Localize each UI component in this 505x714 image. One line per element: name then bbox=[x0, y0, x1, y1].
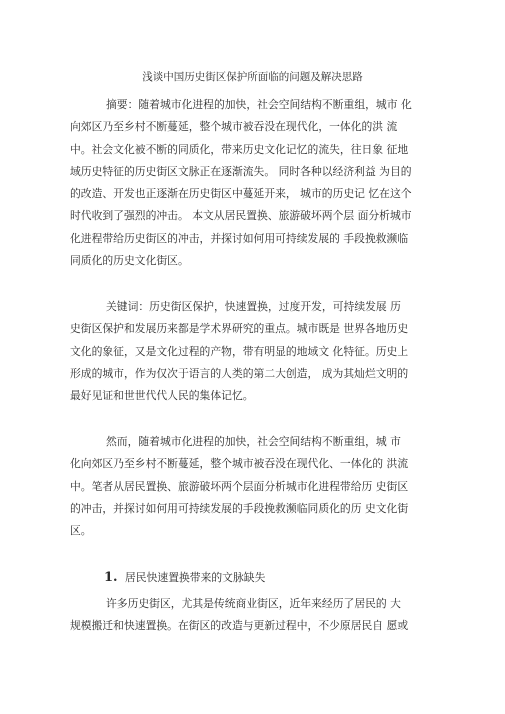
keywords-paragraph bbox=[70, 296, 440, 407]
abstract-line: 摘要：随着城市化进程的加快，社会空间结构不断重组，城市 化 bbox=[106, 98, 412, 111]
section-title: 居民快速置换带来的文脉缺失 bbox=[125, 571, 266, 584]
body-paragraph bbox=[70, 593, 440, 638]
abstract-paragraph bbox=[70, 94, 440, 272]
body-line: 中。笔者从居民置换、旅游破坏两个层面分析城市化进程带给历 史街区 bbox=[70, 479, 409, 493]
body-line: 化向郊区乃至乡村不断蔓延，整个城市被吞没在现代化、一体化的 洪流 bbox=[70, 457, 409, 471]
abstract-line: 域历史特征的历史街区文脉正在逐渐流失。 同时各种以经济利益 为目的 bbox=[70, 164, 412, 178]
keywords-line: 形成的城市，作为仅次于语言的人类的第二大创造， 成为其灿烂文明的 bbox=[70, 366, 409, 380]
section-heading bbox=[104, 568, 265, 588]
body-line: 的冲击，并探讨如何用可持续发展的手段挽救濒临同质化的历 史文化街 bbox=[70, 501, 409, 515]
keywords-line: 文化的象征，又是文化过程的产物，带有明显的地域文 化特征。历史上 bbox=[70, 344, 409, 358]
section-number: 1. bbox=[104, 570, 118, 585]
body-line: 规模搬迁和快速置换。在街区的改造与更新过程中，不少原居民自 愿或 bbox=[70, 619, 409, 633]
abstract-line: 的改造、开发也正逐渐在历史街区中蔓延开来， 城市的历史记 忆在这个 bbox=[70, 187, 412, 201]
abstract-line: 化进程带给历史街区的冲击，并探讨如何用可持续发展的 手段挽救濒临 bbox=[70, 231, 409, 245]
body-line: 然而，随着城市化进程的加快，社会空间结构不断重组，城 市 bbox=[106, 435, 401, 448]
body-line: 许多历史街区，尤其是传统商业街区，近年来经历了居民的 大 bbox=[106, 597, 401, 610]
document-title: 浅谈中国历史街区保护所面临的问题及解决思路 bbox=[142, 71, 363, 83]
abstract-line: 同质化的历史文化街区。 bbox=[70, 254, 189, 268]
body-paragraph bbox=[70, 431, 440, 542]
body-line: 区。 bbox=[70, 524, 92, 538]
abstract-line: 向郊区乃至乡村不断蔓延，整个城市被吞没在现代化，一体化的洪 流 bbox=[70, 120, 398, 134]
abstract-line: 时代收到了强烈的冲击。 本文从居民置换、旅游破坏两个层 面分析城市 bbox=[70, 209, 412, 223]
keywords-line: 关键词：历史街区保护，快速置换，过度开发，可持续发展 历 bbox=[106, 300, 401, 313]
abstract-line: 中。社会文化被不断的同质化，带来历史文化记忆的流失，往日象 征地 bbox=[70, 142, 409, 156]
keywords-line: 最好见证和世世代代人民的集体记忆。 bbox=[70, 389, 254, 403]
keywords-line: 史街区保护和发展历来都是学术界研究的重点。城市既是 世界各地历史 bbox=[70, 322, 409, 336]
